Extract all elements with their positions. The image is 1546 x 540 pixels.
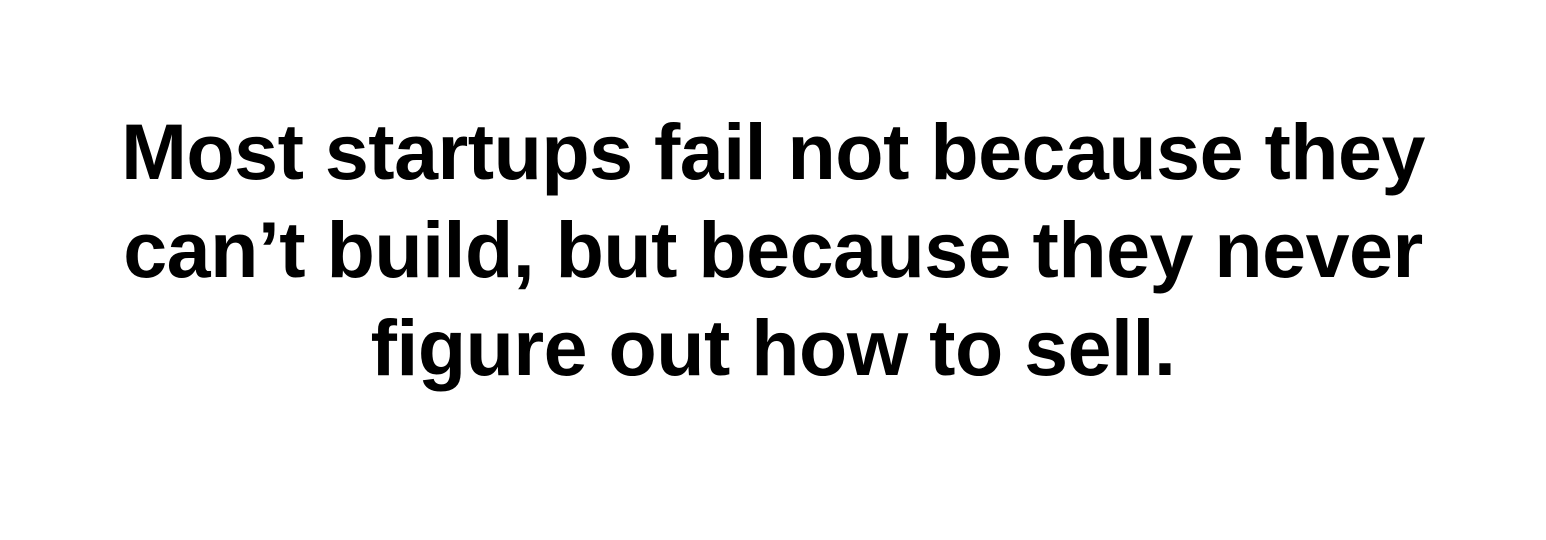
quote-line-1: Most startups fail not because they: [121, 107, 1425, 196]
quote-line-3: figure out how to sell.: [370, 303, 1176, 392]
quote-line-2: can’t build, but because they never: [123, 205, 1423, 294]
quote-text: [0, 103, 1546, 397]
